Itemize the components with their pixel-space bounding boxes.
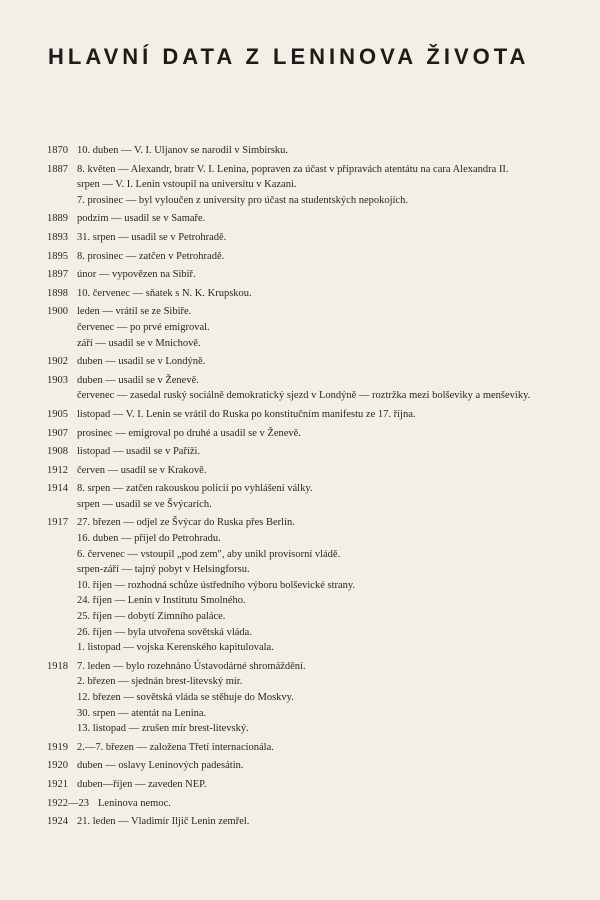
chronology-entry	[47, 814, 547, 830]
entry-events	[77, 354, 547, 370]
entry-year: 1907	[47, 427, 68, 439]
entry-events	[77, 373, 547, 404]
chronology-entry	[47, 659, 547, 737]
entry-events	[77, 249, 547, 265]
entry-year: 1895	[47, 250, 68, 262]
entry-event: 6. červenec — vstoupil „pod zem", aby unikl provisorní vládě.	[77, 548, 341, 560]
entry-events	[77, 463, 547, 479]
chronology-entry	[47, 267, 547, 283]
chronology-entry	[47, 162, 547, 209]
entry-events	[77, 515, 547, 655]
entry-events	[77, 659, 547, 737]
entry-event: listopad — usadil se v Paříži.	[77, 446, 201, 458]
entry-year: 1920	[47, 760, 68, 772]
entry-event: 10. říjen — rozhodná schůze ústředního výboru bolševické strany.	[77, 579, 356, 591]
entry-event: prosinec — emigroval po druhé a usadil se v Ženevě.	[77, 427, 301, 439]
entry-year: 1903	[47, 374, 68, 386]
entry-events	[77, 740, 547, 756]
entry-events	[77, 444, 547, 460]
entry-event: srpen — usadil se ve Švýcarích.	[77, 498, 212, 510]
entry-events	[77, 143, 547, 159]
entry-event: 24. říjen — Lenin v Institutu Smolného.	[77, 595, 246, 607]
entry-events	[77, 230, 547, 246]
entry-year: 1893	[47, 231, 68, 243]
entry-event: srpen — V. I. Lenin vstoupil na universitu v Kazani.	[77, 179, 297, 191]
entry-event: 2. březen — sjednán brest-litevský mír.	[77, 676, 243, 688]
entry-events	[77, 758, 547, 774]
entry-event: 26. říjen — byla utvořena sovětská vláda.	[77, 626, 252, 638]
entry-year: 1900	[47, 306, 68, 318]
chronology-entry	[47, 740, 547, 756]
entry-year: 1889	[47, 213, 68, 225]
entry-events	[77, 777, 547, 793]
entry-event: duben — usadil se v Ženevě.	[77, 374, 199, 386]
entry-events	[77, 267, 547, 283]
entry-events	[77, 211, 547, 227]
entry-events	[98, 796, 547, 812]
entry-event: Leninova nemoc.	[98, 797, 171, 809]
entry-event: 25. říjen — dobytí Zimního paláce.	[77, 611, 226, 623]
entry-year: 1908	[47, 446, 68, 458]
chronology-entry	[47, 758, 547, 774]
entry-events	[77, 286, 547, 302]
page-title: HLAVNÍ DATA Z LENINOVA ŽIVOTA	[48, 44, 530, 69]
entry-event: listopad — V. I. Lenin se vrátil do Ruska po konstitučním manifestu ze 17. října.	[77, 408, 416, 420]
entry-year: 1922—23	[47, 797, 89, 809]
entry-event: červen — usadil se v Krakově.	[77, 464, 207, 476]
chronology-entry	[47, 230, 547, 246]
entry-event: 7. prosinec — byl vyloučen z university pro účast na studentských nepokojích.	[77, 194, 408, 206]
entry-events	[77, 481, 547, 512]
entry-event: 31. srpen — usadil se v Petrohradě.	[77, 231, 227, 243]
entry-year: 1887	[47, 163, 68, 175]
entry-events	[77, 407, 547, 423]
entry-event: září — usadil se v Mnichově.	[77, 337, 201, 349]
chronology-entry	[47, 426, 547, 442]
entry-event: 10. červenec — sňatek s N. K. Krupskou.	[77, 287, 252, 299]
entry-event: duben — oslavy Leninových padesátin.	[77, 760, 244, 772]
entry-year: 1921	[47, 778, 68, 790]
entry-year: 1914	[47, 483, 68, 495]
entry-events	[77, 426, 547, 442]
entry-year: 1898	[47, 287, 68, 299]
chronology-entry	[47, 463, 547, 479]
chronology-entry	[47, 249, 547, 265]
entry-year: 1905	[47, 408, 68, 420]
entry-event: duben — usadil se v Londýně.	[77, 356, 206, 368]
entry-year: 1912	[47, 464, 68, 476]
entry-event: leden — vrátil se ze Sibiře.	[77, 306, 192, 318]
entry-event: 10. duben — V. I. Uljanov se narodil v Simbirsku.	[77, 145, 289, 156]
chronology-entry	[47, 407, 547, 423]
entry-event: 8. květen — Alexandr, bratr V. I. Lenina, popraven za účast v přípravách atentátu na cara Alexandra II.	[77, 163, 509, 175]
chronology-entry	[47, 143, 547, 159]
entry-year: 1918	[47, 660, 68, 672]
entry-event: duben—říjen — zaveden NEP.	[77, 778, 207, 790]
entry-year: 1919	[47, 741, 68, 753]
entry-event: 13. listopad — zrušen mír brest-litevský.	[77, 723, 249, 735]
entry-event: únor — vypovězen na Sibiř.	[77, 269, 196, 281]
entry-event: červenec — po prvé emigroval.	[77, 321, 210, 333]
entry-event: 21. leden — Vladimír Iljič Lenin zemřel.	[77, 816, 250, 828]
chronology-entry	[47, 515, 547, 655]
chronology-list	[47, 143, 547, 833]
chronology-entry	[47, 354, 547, 370]
chronology-entry	[47, 481, 547, 512]
entry-event: 27. březen — odjel ze Švýcar do Ruska přes Berlín.	[77, 517, 295, 529]
chronology-entry	[47, 211, 547, 227]
entry-events	[77, 814, 547, 830]
entry-event: červenec — zasedal ruský sociálně demokratický sjezd v Londýně — roztržka mezi bolševiky a menševiky.	[77, 390, 531, 402]
entry-event: podzim — usadil se v Samaře.	[77, 213, 206, 225]
entry-year: 1870	[47, 145, 68, 156]
entry-event: 8. prosinec — zatčen v Petrohradě.	[77, 250, 225, 262]
entry-year: 1917	[47, 517, 68, 529]
entry-year: 1902	[47, 356, 68, 368]
entry-year: 1924	[47, 816, 68, 828]
chronology-entry	[47, 444, 547, 460]
entry-event: 12. březen — sovětská vláda se stěhuje do Moskvy.	[77, 692, 294, 703]
entry-event: 7. leden — bylo rozehnáno Ústavodárné shromáždění.	[77, 660, 306, 672]
chronology-entry	[47, 373, 547, 404]
entry-events	[77, 304, 547, 351]
entry-year: 1897	[47, 269, 68, 281]
chronology-entry	[47, 286, 547, 302]
chronology-entry	[47, 777, 547, 793]
entry-event: 30. srpen — atentát na Lenina.	[77, 707, 207, 719]
entry-event: 2.—7. březen — založena Třetí internacionála.	[77, 741, 274, 753]
entry-event: 16. duben — přijel do Petrohradu.	[77, 533, 221, 545]
entry-event: srpen-září — tajný pobyt v Helsingforsu.	[77, 564, 250, 576]
chronology-entry	[47, 796, 547, 812]
entry-event: 8. srpen — zatčen rakouskou policií po vyhlášení války.	[77, 483, 313, 495]
entry-event: 1. listopad — vojska Kerenského kapitulovala.	[77, 642, 274, 654]
chronology-entry	[47, 304, 547, 351]
entry-events	[77, 162, 547, 209]
